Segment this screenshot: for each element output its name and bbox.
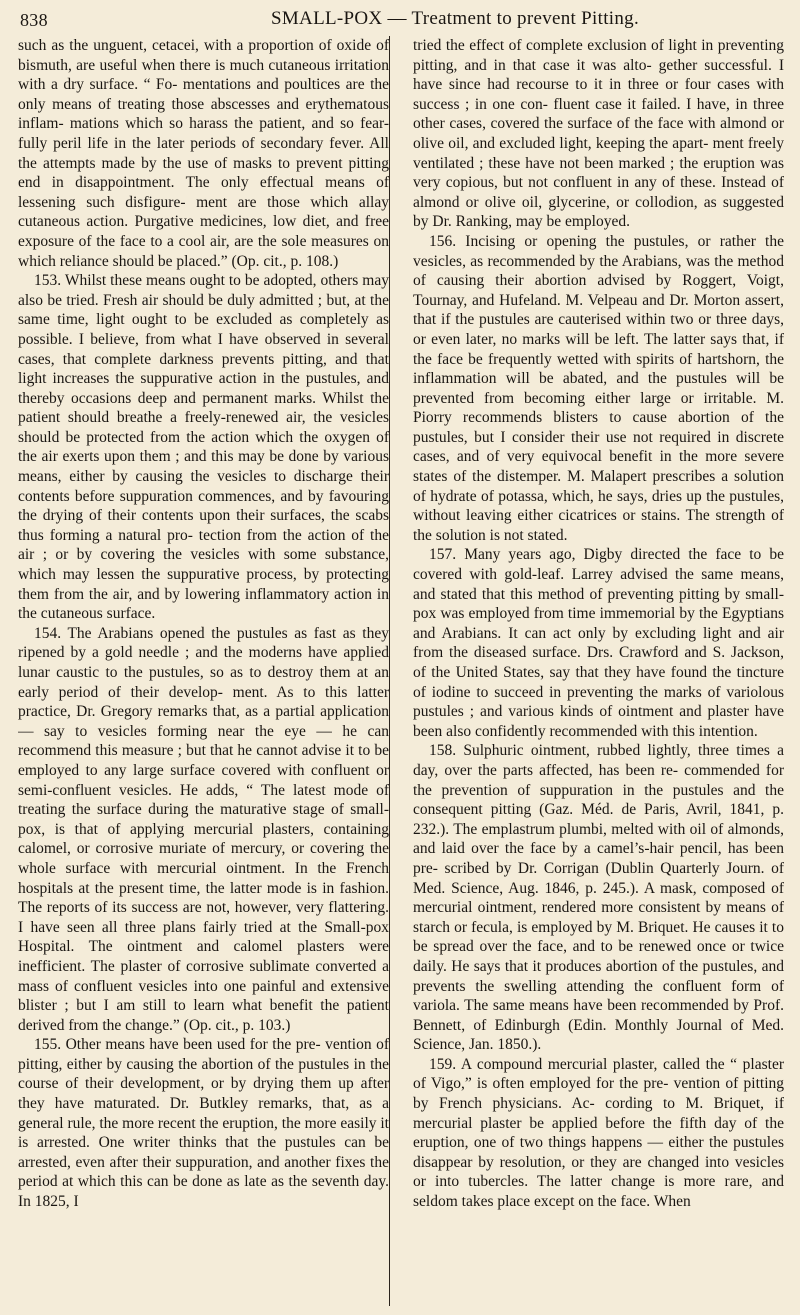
page-number: 838: [20, 10, 48, 30]
paragraph: tried the effect of complete exclusion of light in preventing pitting, and in that case it was alto- gether successful. I have since had recourse to it in three or four cases with success ; in one con- fluent case it failed. I have, in three other cases, covered the surface of the face with almond or olive oil, and excluded light, keeping the apart- ment freely ventilated ; these have not been marked ; the eruption was very copious, but not confluent in any of these. Instead of almond or olive oil, glycerine, or collodion, as suggested by Dr. Ranking, may be employed.: [413, 37, 784, 231]
paragraph: 159. A compound mercurial plaster, called the “ plaster of Vigo,” is often employed for the pre- vention of pitting by French physicians. Ac- cording to M. Briquet, if mercurial plaster be applied before the fifth day of the eruption, one of two things happens — either the pustules disappear by resolution, or they are changed into vesicles or into tubercles. The latter change is more rare, and seldom takes place except on the face. When: [413, 1055, 784, 1211]
column-divider: [389, 36, 390, 1306]
paragraph: such as the unguent, cetacei, with a proportion of oxide of bismuth, are useful when there is much cutaneous irritation with a dry surface. “ Fo- mentations and poultices are the only means of treating those abscesses and erythematous inflam- mations which so harass the patient, and so fear- fully peril life in the later periods of secondary fever. All the attempts made by the use of masks to prevent pitting end in disappointment. The only effectual means of lessening such disfigure- ment are those which allay cutaneous action. Purgative medicines, low diet, and free exposure of the face to a cool air, are the sole measures on which reliance should be placed.” (Op. cit., p. 108.): [18, 37, 389, 270]
right-column: [405, 36, 784, 1311]
paragraph: 156. Incising or opening the pustules, or rather the vesicles, as recommended by the Arabians, was the method of causing their abortion advised by Roggert, Voigt, Tournay, and Hufeland. M. Velpeau and Dr. Morton assert, that if the pustules are cauterised within two or three days, or even later, no marks will be left. The latter says that, if the face be frequently wetted with spirits of hartshorn, the inflammation will be abated, and the pustules will be prevented from becoming either large or irritable. M. Piorry recommends blisters to cause abortion of the pustules, but I consider their use not required in discrete cases, and of very equivocal benefit in the more severe states of the distemper. M. Malapert prescribes a solution of hydrate of potassa, which, he says, dries up the pustules, without leaving either cicatrices or stains. The strength of the solution is not stated.: [413, 232, 784, 544]
left-column: [18, 36, 395, 1311]
paragraph: 155. Other means have been used for the pre- vention of pitting, either by causing the abortion of the pustules in the course of their development, or by drying them up after they have maturated. Dr. Butkley remarks, that, as a general rule, the more recent the eruption, the more easily it is arrested. One writer thinks that the pustules can be arrested, even after their suppuration, and another fixes the period at which this can be done as late as the seventh day. In 1825, I: [18, 1036, 389, 1211]
running-title: SMALL-POX — Treatment to prevent Pitting.: [270, 8, 640, 29]
paragraph: 153. Whilst these means ought to be adopted, others may also be tried. Fresh air should be duly admitted ; but, at the same time, light ought to be excluded as completely as possible. I believe, from what I have observed in several cases, that complete darkness prevents pitting, and that light increases the suppurative action in the pustules, and thereby occasions deep and permanent marks. Whilst the patient should breathe a freely-renewed air, the vesicles should be protected from the action which the oxygen of the air exerts upon them ; and this may be done by various means, either by causing the vesicles to discharge their contents before suppuration commences, and by favouring the drying of their contents upon their surfaces, the scabs thus forming a natural pro- tection from the action of the air ; or by covering the vesicles with some substance, which may lessen the suppurative process, by protecting them from the air, and by lowering inflammatory action in the cutaneous surface.: [18, 272, 389, 623]
paragraph: 154. The Arabians opened the pustules as fast as they ripened by a gold needle ; and the moderns have applied lunar caustic to the pustules, so as to destroy them at an early period of their develop- ment. As to this latter practice, Dr. Gregory remarks that, as a partial application — say to vesicles forming near the eye — he can recommend this measure ; but that he cannot advise it to be employed to any large surface covered with confluent or semi-confluent vesicles. He adds, “ The latest mode of treating the surface during the maturative stage of small-pox, is that of applying mercurial plasters, containing calomel, or corrosive muriate of mercury, or covering the whole surface with mercurial ointment. In the French hospitals at the present time, the latter mode is in fashion. The reports of its success are not, however, very flattering. I have seen all three plans fairly tried at the Small-pox Hospital. The ointment and calomel plasters were inefficient. The plaster of corrosive sublimate converted a mass of confluent vesicles into one painful and extensive blister ; but I am still to learn what benefit the patient derived from the change.” (Op. cit., p. 103.): [18, 624, 389, 1034]
page-header: [18, 8, 782, 34]
text-columns: [18, 36, 784, 1311]
paragraph: 157. Many years ago, Digby directed the face to be covered with gold-leaf. Larrey advised the same means, and stated that this method of preventing pitting by small-pox was employed from time immemorial by the Egyptians and Arabians. It can act only by excluding light and air from the diseased surface. Drs. Crawford and S. Jackson, of the United States, say that they have found the tincture of iodine to succeed in preventing the marks of variolous pustules ; and various kinds of ointment and plaster have been also confidently recommended with this intention.: [413, 546, 784, 740]
paragraph: 158. Sulphuric ointment, rubbed lightly, three times a day, over the parts affected, has been re- commended for the prevention of suppuration in the pustules and the consequent pitting (Gaz. Méd. de Paris, Avril, 1841, p. 232.). The emplastrum plumbi, melted with oil of almonds, and laid over the face by a camel’s-hair pencil, has been pre- scribed by Dr. Corrigan (Dublin Quarterly Journ. of Med. Science, Aug. 1846, p. 245.). A mask, composed of mercurial ointment, rendered more consistent by means of starch or fecula, is employed by M. Briquet. He causes it to be spread over the face, and to be renewed once or twice daily. He says that it produces abortion of the pustules, and prevents the swelling attending the confluent form of variola. The same means have been recommended by Prof. Bennett, of Edinburgh (Edin. Monthly Journal of Med. Science, Jan. 1850.).: [413, 742, 784, 1054]
